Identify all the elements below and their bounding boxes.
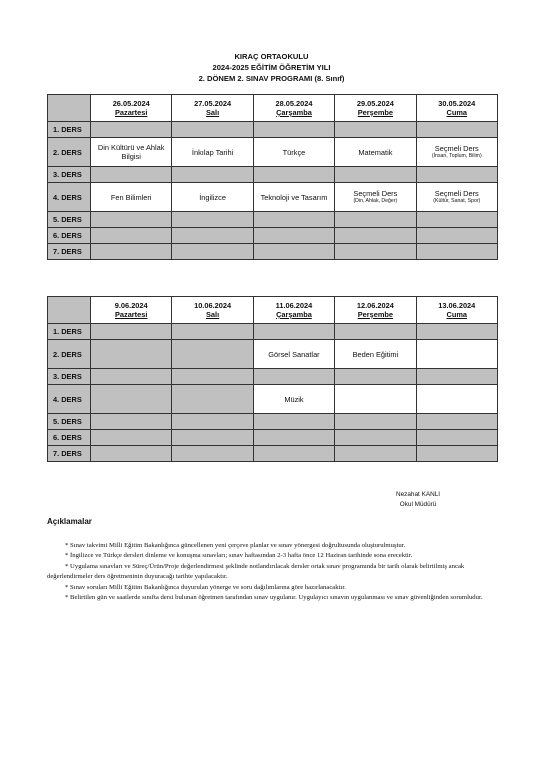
lesson-row	[48, 122, 498, 138]
empty-slot	[253, 212, 334, 228]
exam-cell	[253, 138, 334, 167]
empty-slot	[253, 167, 334, 183]
lesson-period-label: 1. DERS	[48, 324, 91, 340]
empty-slot	[416, 446, 497, 462]
empty-slot	[91, 228, 172, 244]
empty-slot	[416, 228, 497, 244]
document-header	[0, 51, 543, 84]
day-header	[335, 297, 416, 324]
lesson-period-label: 3. DERS	[48, 167, 91, 183]
subject-name: Seçmeli Ders	[353, 189, 398, 198]
lesson-row	[48, 385, 498, 414]
empty-slot	[253, 324, 334, 340]
subject-name: Matematik	[358, 147, 393, 157]
lesson-period-label: 6. DERS	[48, 228, 91, 244]
empty-slot	[335, 244, 416, 260]
day-name: Salı	[206, 108, 220, 117]
empty-slot	[335, 414, 416, 430]
exam-cell	[335, 183, 416, 212]
empty-slot	[172, 369, 253, 385]
lesson-row	[48, 244, 498, 260]
empty-slot	[172, 244, 253, 260]
exam-cell	[335, 138, 416, 167]
lesson-row	[48, 369, 498, 385]
lesson-row	[48, 324, 498, 340]
note-item: * Sınav soruları Milli Eğitim Bakanlığınca duyurulan yönerge ve soru dağılımlarına göre hazırlanacaktır.	[65, 583, 346, 591]
exam-schedule-week1	[47, 94, 498, 260]
empty-slot	[172, 324, 253, 340]
empty-slot	[172, 414, 253, 430]
empty-slot	[172, 340, 253, 369]
day-date: 29.05.2024	[356, 99, 394, 108]
note-item: * Sınav takvimi Milli Eğitim Bakanlığınca güncellenen yeni çerçeve planlar ve sınav yönergesi doğrultusunda oluşturulmuştur.	[65, 542, 406, 549]
empty-slot	[172, 385, 253, 414]
exam-cell	[416, 385, 497, 414]
empty-slot	[416, 369, 497, 385]
empty-slot	[172, 167, 253, 183]
empty-slot	[335, 212, 416, 228]
exam-program-title: 2. DÖNEM 2. SINAV PROGRAMI (8. Sınıf)	[198, 74, 345, 83]
subject-detail: (Kültür, Sanat, Spor)	[433, 198, 481, 204]
exam-cell	[91, 138, 172, 167]
empty-slot	[91, 167, 172, 183]
day-date: 11.06.2024	[275, 301, 313, 310]
empty-slot	[335, 446, 416, 462]
subject-name: Seçmeli Ders	[434, 189, 479, 198]
day-name: Perşembe	[357, 310, 394, 319]
exam-cell	[335, 385, 416, 414]
lesson-period-label: 3. DERS	[48, 369, 91, 385]
lesson-row	[48, 183, 498, 212]
day-header	[91, 297, 172, 324]
empty-slot	[416, 212, 497, 228]
lesson-period-label: 4. DERS	[48, 385, 91, 414]
empty-slot	[253, 228, 334, 244]
lesson-period-label: 7. DERS	[48, 446, 91, 462]
empty-slot	[416, 167, 497, 183]
subject-name: Müzik	[284, 394, 304, 404]
day-header	[172, 297, 253, 324]
empty-slot	[91, 324, 172, 340]
empty-slot	[253, 430, 334, 446]
empty-slot	[416, 244, 497, 260]
exam-cell	[91, 183, 172, 212]
principal-title: Okul Müdürü	[399, 501, 437, 508]
exam-schedule-week2	[47, 296, 498, 462]
empty-slot	[91, 430, 172, 446]
day-date: 9.06.2024	[114, 301, 148, 310]
empty-slot	[91, 414, 172, 430]
exam-cell	[416, 183, 497, 212]
principal-name: Nezahat KANLI	[396, 491, 441, 498]
empty-slot	[253, 414, 334, 430]
empty-slot	[91, 122, 172, 138]
subject-detail: (Din, Ahlak, Değer)	[353, 198, 398, 204]
principal-signature	[396, 490, 440, 510]
exam-cell	[416, 340, 497, 369]
day-date: 30.05.2024	[438, 99, 476, 108]
lesson-period-label: 6. DERS	[48, 430, 91, 446]
day-date: 13.06.2024	[438, 301, 476, 310]
empty-slot	[416, 414, 497, 430]
exam-cell	[253, 340, 334, 369]
subject-name: Türkçe	[282, 147, 306, 157]
empty-slot	[172, 446, 253, 462]
empty-slot	[172, 228, 253, 244]
school-year: 2024-2025 EĞİTİM ÖĞRETİM YILI	[212, 63, 331, 72]
empty-slot	[253, 244, 334, 260]
empty-slot	[335, 369, 416, 385]
empty-slot	[335, 324, 416, 340]
corner-cell	[48, 95, 91, 122]
empty-slot	[253, 446, 334, 462]
day-header	[253, 95, 334, 122]
empty-slot	[91, 212, 172, 228]
empty-slot	[172, 212, 253, 228]
empty-slot	[335, 430, 416, 446]
day-header	[335, 95, 416, 122]
empty-slot	[335, 167, 416, 183]
lesson-row	[48, 340, 498, 369]
lesson-row	[48, 430, 498, 446]
empty-slot	[416, 430, 497, 446]
day-header	[91, 95, 172, 122]
school-name: KIRAÇ ORTAOKULU	[234, 52, 309, 61]
empty-slot	[416, 324, 497, 340]
empty-slot	[335, 228, 416, 244]
empty-slot	[91, 340, 172, 369]
lesson-period-label: 2. DERS	[48, 138, 91, 167]
subject-name: Teknoloji ve Tasarım	[260, 192, 328, 202]
day-name: Salı	[206, 310, 220, 319]
subject-name: Seçmeli Ders	[434, 144, 479, 153]
subject-name: Fen Bilimleri	[110, 192, 152, 202]
exam-cell	[335, 340, 416, 369]
empty-slot	[335, 122, 416, 138]
day-header	[253, 297, 334, 324]
notes-list	[47, 541, 497, 603]
day-date: 27.05.2024	[194, 99, 232, 108]
empty-slot	[172, 430, 253, 446]
exam-cell	[253, 385, 334, 414]
day-name: Çarşamba	[276, 310, 312, 319]
corner-cell	[48, 297, 91, 324]
lesson-row	[48, 228, 498, 244]
empty-slot	[172, 122, 253, 138]
note-item: * Uygulama sınavları ve Süreç/Ürün/Proje değerlendirmesi şeklinde notlandırılacak dersler ortak sınav programında bir tarih olarak belirtilmiş ancak değerlendirmeler ders öğretmeninin duyuracağı tarihte yapılacaktır.	[47, 562, 465, 581]
lesson-period-label: 7. DERS	[48, 244, 91, 260]
lesson-row	[48, 414, 498, 430]
day-date: 28.05.2024	[275, 99, 313, 108]
empty-slot	[253, 122, 334, 138]
day-header	[172, 95, 253, 122]
empty-slot	[91, 244, 172, 260]
lesson-period-label: 4. DERS	[48, 183, 91, 212]
empty-slot	[416, 122, 497, 138]
day-name: Pazartesi	[114, 310, 148, 319]
subject-detail: (İnsan, Toplum, Bilim)	[431, 153, 482, 159]
day-date: 12.06.2024	[356, 301, 394, 310]
subject-name: Görsel Sanatlar	[268, 349, 320, 359]
subject-name: Beden Eğitimi	[352, 349, 399, 359]
note-item: * Belirtilen gün ve saatlerde sınıfta dersi bulunan öğretmen tarafından sınav uygulanır. Uygulayıcı sınavın uygulanması ve sınav güvenliğinden sorumludur.	[65, 594, 483, 602]
day-name: Perşembe	[357, 108, 394, 117]
notes-title: Açıklamalar	[47, 517, 92, 526]
subject-name: İnkılap Tarihi	[191, 147, 234, 157]
day-name: Cuma	[446, 310, 468, 319]
exam-cell	[172, 138, 253, 167]
exam-cell	[253, 183, 334, 212]
day-header	[416, 297, 497, 324]
lesson-row	[48, 446, 498, 462]
day-date: 10.06.2024	[194, 301, 232, 310]
lesson-row	[48, 167, 498, 183]
lesson-period-label: 5. DERS	[48, 212, 91, 228]
empty-slot	[253, 369, 334, 385]
day-name: Cuma	[446, 108, 468, 117]
note-item: * İngilizce ve Türkçe dersleri dinleme ve konuşma sınavları; sınav haftasından 2-3 hafta önce 12 Haziran tarihinde sona erecektir.	[65, 552, 413, 560]
day-name: Pazartesi	[114, 108, 148, 117]
day-date: 26.05.2024	[112, 99, 150, 108]
lesson-period-label: 5. DERS	[48, 414, 91, 430]
lesson-period-label: 2. DERS	[48, 340, 91, 369]
day-name: Çarşamba	[276, 108, 312, 117]
subject-name: Din Kültürü ve Ahlak Bilgisi	[97, 143, 165, 161]
empty-slot	[91, 385, 172, 414]
exam-cell	[416, 138, 497, 167]
day-header	[416, 95, 497, 122]
subject-name: İngilizce	[199, 192, 226, 202]
lesson-row	[48, 138, 498, 167]
lesson-row	[48, 212, 498, 228]
exam-cell	[172, 183, 253, 212]
empty-slot	[91, 369, 172, 385]
lesson-period-label: 1. DERS	[48, 122, 91, 138]
empty-slot	[91, 446, 172, 462]
